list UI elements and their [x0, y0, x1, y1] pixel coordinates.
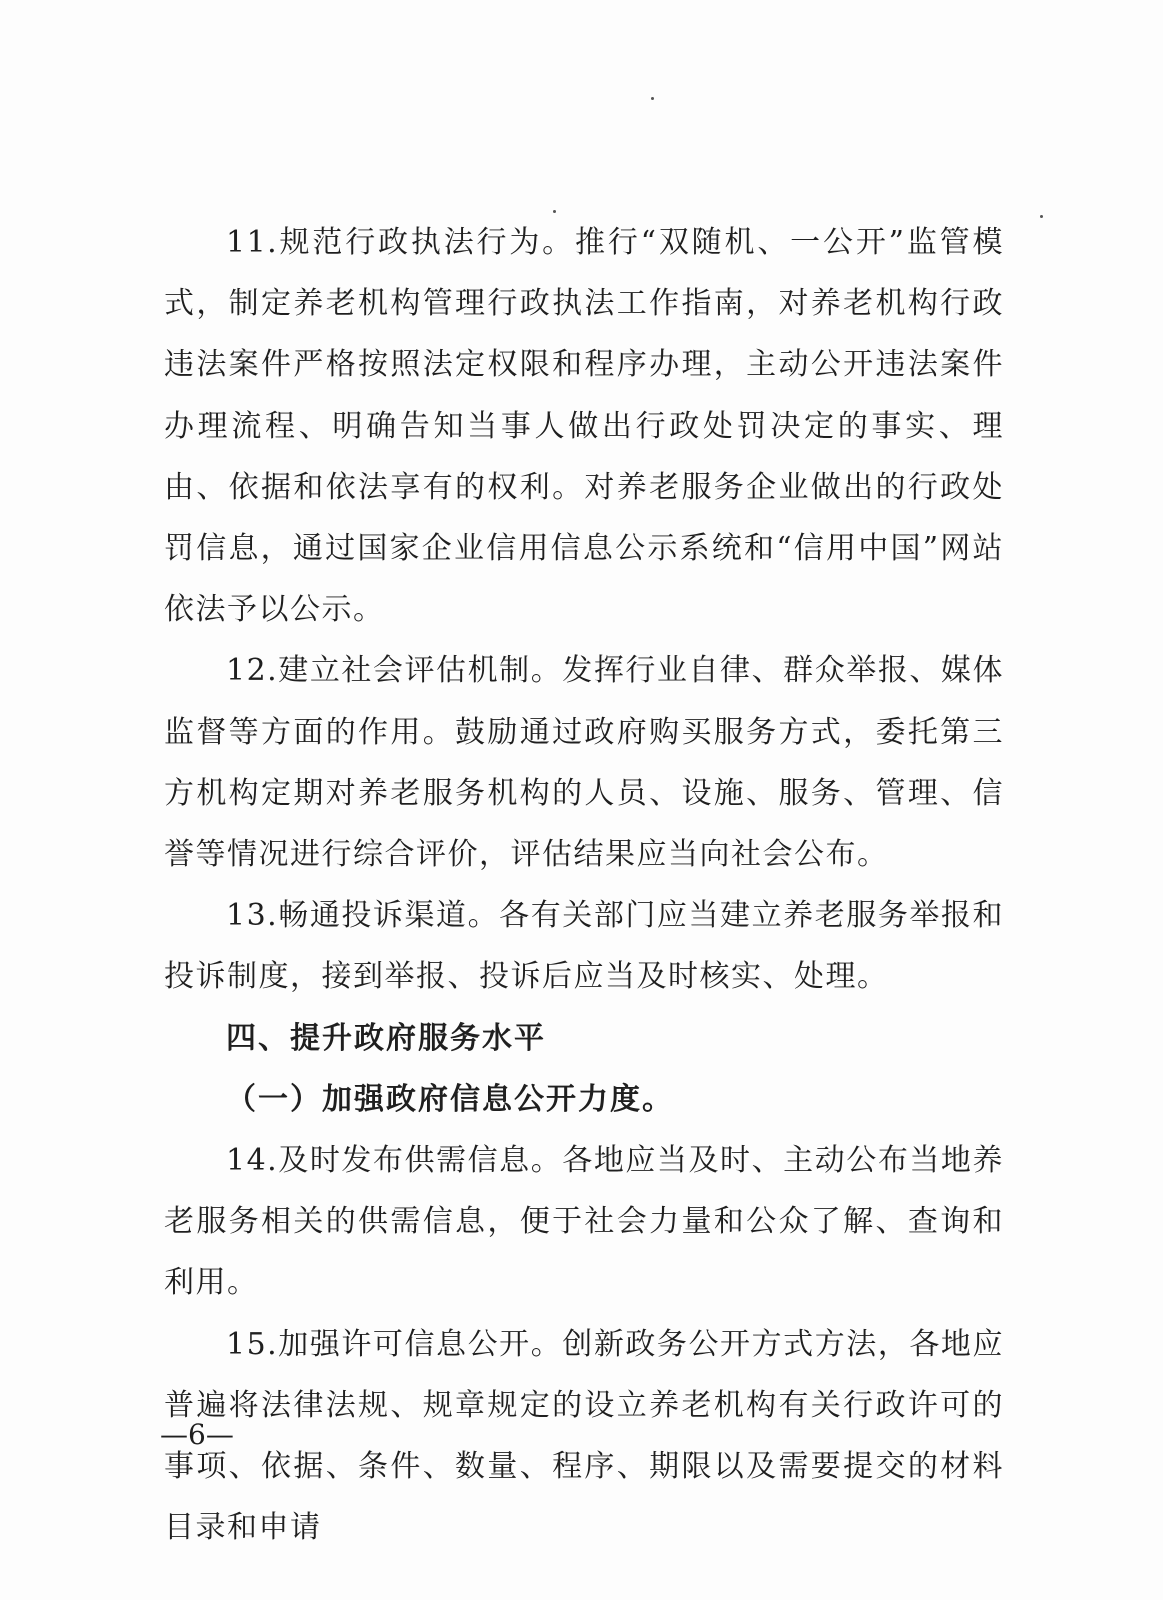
paragraph-11: 11.规范行政执法行为。推行“双随机、一公开”监管模式，制定养老机构管理行政执法工作指南，对养老机构行政违法案件严格按照法定权限和程序办理，主动公开违法案件办理流程、明确告知当事人做出行政处罚决定的事实、理由、依据和依法享有的权利。对养老服务企业做出的行政处罚信息，通过国家企业信用信息公示系统和“信用中国”网站依法予以公示。 — [164, 225, 1004, 628]
scan-speck — [1040, 215, 1043, 218]
scan-speck — [651, 97, 654, 100]
paragraph-13: 13.畅通投诉渠道。各有关部门应当建立养老服务举报和投诉制度，接到举报、投诉后应当及时核实、处理。 — [164, 898, 1004, 995]
section-heading: 四、提升政府服务水平 — [226, 1020, 546, 1056]
subsection-heading: （一）加强政府信息公开力度。 — [226, 1081, 674, 1117]
document-body — [164, 212, 1004, 1558]
page-number: —6— — [160, 1418, 234, 1451]
paragraph-14: 14.及时发布供需信息。各地应当及时、主动公布当地养老服务相关的供需信息，便于社会力量和公众了解、查询和利用。 — [164, 1143, 1004, 1301]
paragraph-15: 15.加强许可信息公开。创新政务公开方式方法，各地应普遍将法律法规、规章规定的设立养老机构有关行政许可的事项、依据、条件、数量、程序、期限以及需要提交的材料目录和申请 — [164, 1326, 1004, 1546]
paragraph-12: 12.建立社会评估机制。发挥行业自律、群众举报、媒体监督等方面的作用。鼓励通过政府购买服务方式，委托第三方机构定期对养老服务机构的人员、设施、服务、管理、信誉等情况进行综合评价，评估结果应当向社会公布。 — [164, 653, 1004, 873]
